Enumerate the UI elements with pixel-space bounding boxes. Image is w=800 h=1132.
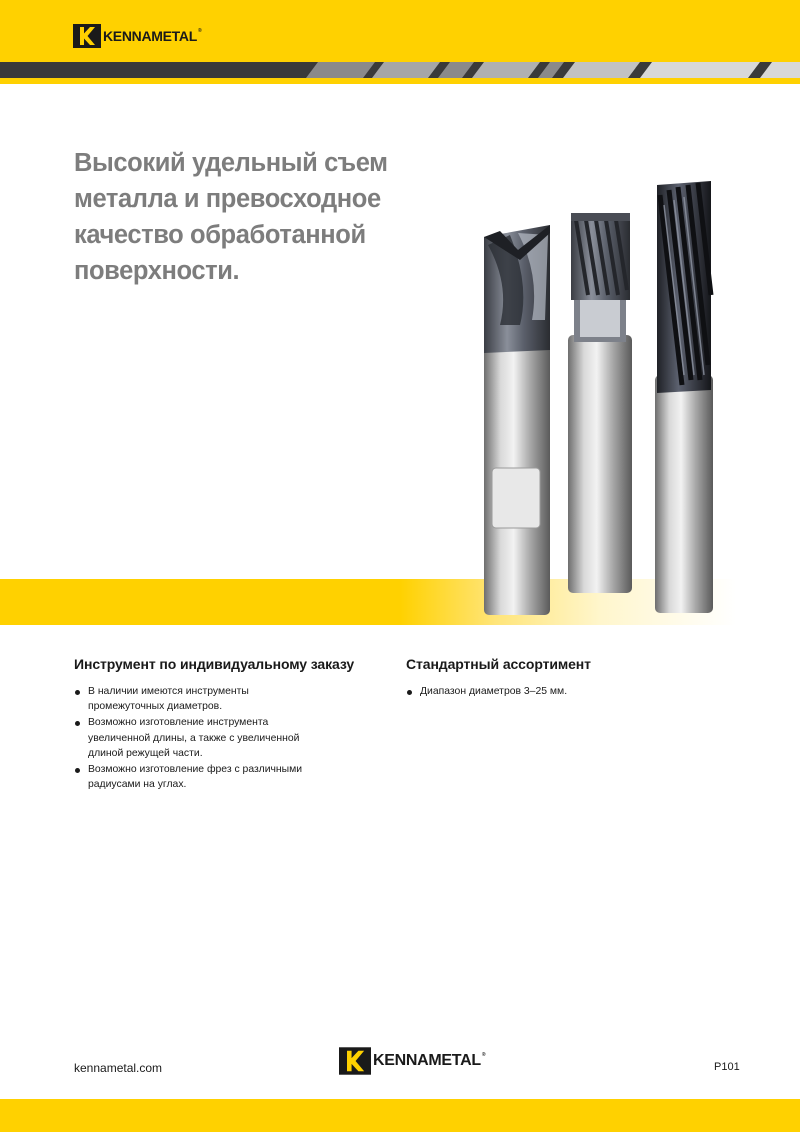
list-item: В наличии имеются инструменты промежуточных диаметров. [74, 684, 374, 714]
kennametal-k-logo-icon [73, 24, 101, 48]
end-mills-product-image [470, 175, 730, 620]
footer-website-link[interactable]: kennametal.com [74, 1061, 163, 1075]
header-logo [73, 24, 201, 48]
page-headline: Высокий удельный съем металла и превосходное качество обработанной поверхности. [74, 149, 388, 285]
end-mill-multi-flute [568, 213, 632, 593]
custom-tools-list [74, 684, 374, 792]
header-stripe [0, 62, 800, 84]
standard-range-section [406, 656, 706, 700]
list-item: Возможно изготовление фрез с различными радиусами на углах. [74, 762, 374, 792]
footer-band [0, 1099, 800, 1132]
custom-tools-section [74, 656, 374, 793]
footer-logo-text: KENNAMETAL® [373, 1052, 486, 1069]
list-item: Диапазон диаметров 3–25 мм. [406, 684, 706, 699]
end-mill-long-flute [655, 181, 713, 613]
kennametal-k-logo-icon [339, 1047, 371, 1075]
footer-logo [339, 1047, 485, 1075]
end-mill-2-flute [484, 225, 550, 615]
standard-range-list [406, 684, 706, 699]
header-logo-text: KENNAMETAL® [103, 28, 202, 44]
standard-range-title: Стандартный ассортимент [406, 656, 591, 672]
page-number: P101 [714, 1061, 740, 1073]
list-item: Возможно изготовление инструмента увеличенной длины, а также с увеличенной длиной режущей части. [74, 715, 374, 761]
custom-tools-title: Инструмент по индивидуальному заказу [74, 656, 355, 672]
